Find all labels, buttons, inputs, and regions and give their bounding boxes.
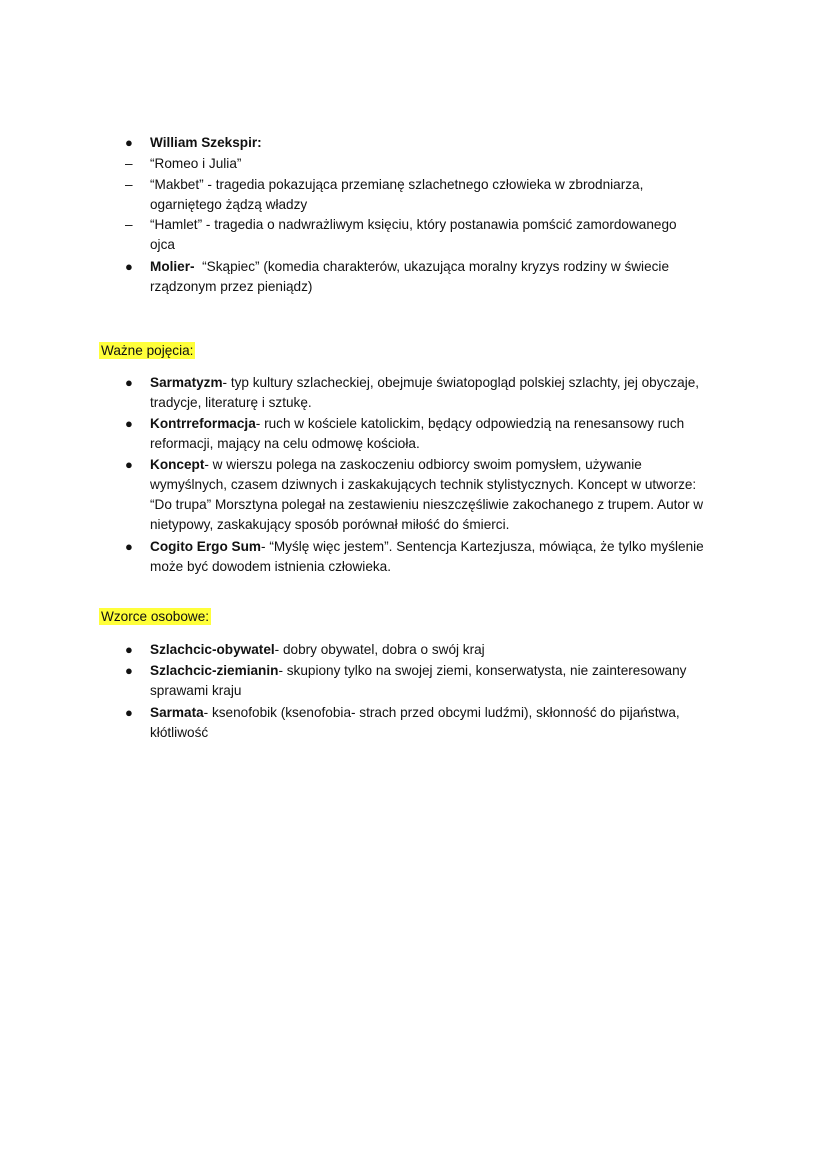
pojecie-koncept-line2: wymyślnych, czasem dziwnych i zaskakujących technik stylistycznych. Koncept w utworze: [150, 477, 697, 492]
bullet-icon: ● [125, 135, 133, 150]
bullet-icon: ● [125, 416, 133, 431]
pojecie-sarmatyzm-line1: Sarmatyzm- typ kultury szlacheckiej, obejmuje światopogląd polskiej szlachty, jej obyczaje, [150, 375, 700, 390]
molier-line1: Molier- “Skąpiec” (komedia charakterów, ukazująca moralny kryzys rodziny w świecie [150, 259, 670, 274]
pojecie-koncept-line1: Koncept- w wierszu polega na zaskoczeniu odbiorcy swoim pomysłem, używanie [150, 457, 642, 472]
bullet-icon: ● [125, 259, 133, 274]
wzorzec-ziemianin-line1: Szlachcic-ziemianin- skupiony tylko na swojej ziemi, konserwatysta, nie zainteresowany [150, 663, 687, 678]
pojecie-cogito-line1: Cogito Ergo Sum- “Myślę więc jestem”. Sentencja Kartezjusza, mówiąca, że tylko myślenie [150, 539, 704, 554]
pojecie-kontrreformacja-line1: Kontrreformacja- ruch w kościele katolickim, będący odpowiedzią na renesansowy ruch [150, 416, 685, 431]
work-hamlet-line2: ojca [150, 237, 175, 252]
section-heading-wzorce: Wzorce osobowe: [101, 609, 210, 624]
bullet-icon: ● [125, 375, 133, 390]
work-hamlet-line1: “Hamlet” - tragedia o nadwrażliwym księciu, który postanawia pomścić zamordowanego [150, 217, 677, 232]
pojecie-sarmatyzm-line2: tradycje, literaturę i sztukę. [150, 395, 312, 410]
dash-icon: – [125, 177, 133, 192]
work-romeo: “Romeo i Julia” [150, 156, 242, 171]
pojecie-koncept-line3: “Do trupa” Morsztyna polegał na zestawieniu nieszczęśliwie zakochanego z trupem. Autor w [150, 497, 704, 512]
dash-icon: – [125, 156, 133, 171]
bullet-icon: ● [125, 539, 133, 554]
wzorzec-sarmata-line2: kłótliwość [150, 725, 209, 740]
wzorzec-obywatel: Szlachcic-obywatel- dobry obywatel, dobra o swój kraj [150, 642, 485, 657]
section-heading-pojecia: Ważne pojęcia: [101, 343, 194, 358]
bullet-icon: ● [125, 642, 133, 657]
molier-line2: rządzonym przez pieniądz) [150, 279, 313, 294]
szekspir-heading: William Szekspir: [150, 135, 262, 150]
pojecie-koncept-line4: nietypowy, zaskakujący sposób porównał miłość do śmierci. [150, 517, 510, 532]
dash-icon: – [125, 217, 133, 232]
bullet-icon: ● [125, 705, 133, 720]
bullet-icon: ● [125, 663, 133, 678]
wzorzec-ziemianin-line2: sprawami kraju [150, 683, 242, 698]
bullet-icon: ● [125, 457, 133, 472]
pojecie-kontrreformacja-line2: reformacji, mający na celu odmowę kościoła. [150, 436, 420, 451]
molier-term: Molier- [150, 259, 195, 274]
wzorzec-sarmata-line1: Sarmata- ksenofobik (ksenofobia- strach przed obcymi ludźmi), skłonność do pijaństwa, [150, 705, 680, 720]
pojecie-cogito-line2: może być dowodem istnienia człowieka. [150, 559, 392, 574]
work-makbet-line2: ogarniętego żądzą władzy [150, 197, 308, 212]
work-makbet-line1: “Makbet” - tragedia pokazująca przemianę szlachetnego człowieka w zbrodniarza, [150, 177, 644, 192]
